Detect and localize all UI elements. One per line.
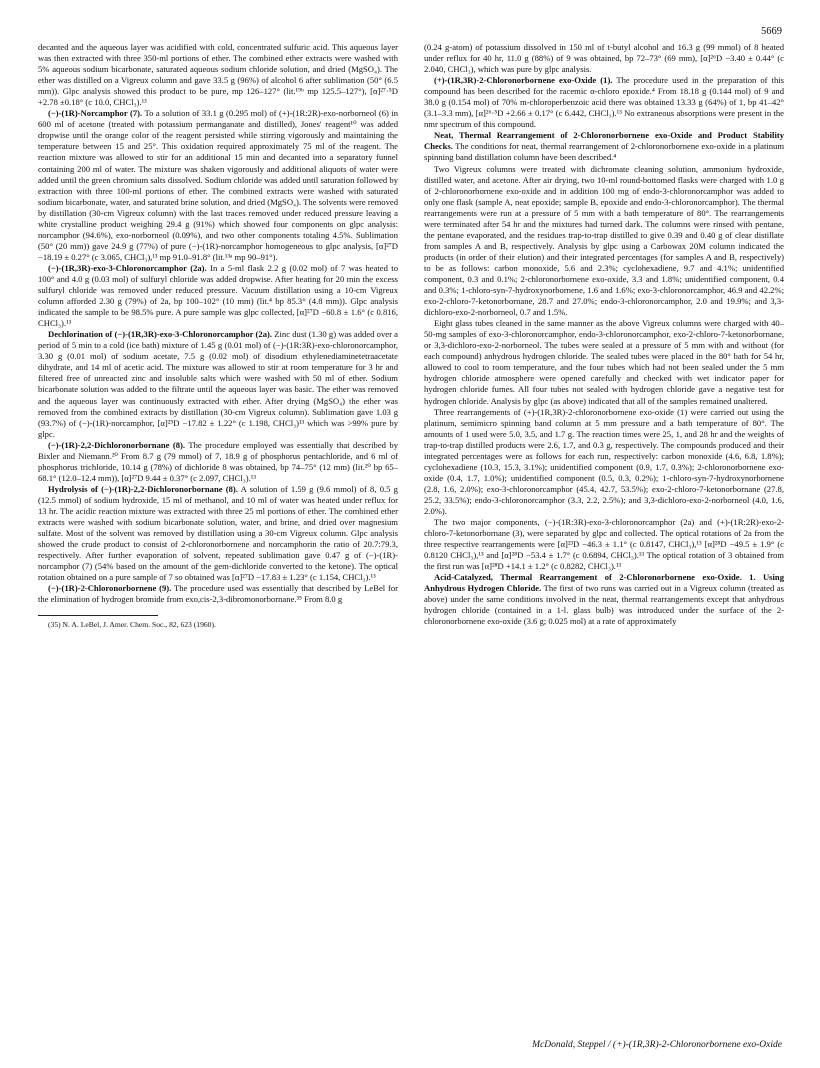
left-paragraph bbox=[38, 42, 398, 108]
section-heading: Hydrolysis of (−)-(1R)-2,2-Dichloronorbornane (8). bbox=[48, 483, 238, 494]
paragraph-text: To a solution of 33.1 g (0.295 mol) of (+)-(1R:2R)-exo-norborneol (6) in 600 ml of acetone (treated with potassium permanganate and distilled), Jones' reagent¹⁰ was added dropwise until the orange color of the reagent persisted while stirring vigorously and maintaining the temperature between 15 and 25°. This oxidation required approximately 75 ml of the reagent. The reaction mixture was allowed to stir for an additional 15 min and decanted into a separatory funnel containing 200 ml of water. The mixture was shaken vigorously and additional aliquots of water were added until the green chromium salts dissolved. Sodium chloride was added until saturation followed by extraction with three 100-ml portions of ether. The combined extracts were washed with saturated sodium bicarbonate, water, and saturated brine solution, and dried (MgSO₄). The solvents were removed by distillation (30-cm Vigreux column) with the last traces removed under reduced pressure leaving a white crystalline product weighing 29.4 g (91%) which showed four components on glpc analysis: norcamphor (94.6%), exo-norborneol (0.09%), and two other components totaling 4.5%. Sublimation (50° (20 mm)) gave 24.9 g (77%) of pure (−)-(1R)-norcamphor homogeneous to glpc analysis, [α]²⁷D −18.19 ± 0.27° (c 3.065, CHCl₃),¹³ mp 91.0–91.8° (lit.¹³ᵃ mp 90–91°). bbox=[38, 108, 398, 262]
section-heading: Neat, Thermal Rearrangement of 2-Chloronorbornene exo-Oxide and Product Stability Checks. bbox=[424, 130, 784, 152]
paragraph-text: (0.24 g-atom) of potassium dissolved in 150 ml of t-butyl alcohol and 16.3 g (99 mmol) of 8 heated under reflux for 40 hr, 11.0 g (88%) of 9 was obtained, bp 72–73° (69 mm), [α]²⁶D −3.40 ± 0.44° (c 2.040, CHCl₃), which was pure by glpc analysis. bbox=[424, 42, 784, 75]
right-paragraph bbox=[424, 517, 784, 572]
right-paragraph bbox=[424, 407, 784, 517]
paragraph-text: Three rearrangements of (+)-(1R,3R)-2-chloronorbornene exo-oxide (1) were carried out using the platinum, semimicro spinning band column at 5 mm pressure and a bath temperature of 80°. The amounts of 1 used were 5.0, 3.5, and 1.7 g. The reaction times were 25, 1, and 28 hr and the weights of trap-to-trap distilled products were 2.6, 1.7, and 0.3 g, respectively. The compounds produced and their integrated percentages were as follows for each run, respectively: carbon monoxide (4.6, 6.8, 1.8%); cyclohexadiene (10.3, 15.3, 3.1%); unidentified component (0.9, 1.7, 0.3%); 2-chloronorbornene exo-oxide (0.4, 1.7, 1.0%); unidentified component (0.5, 0.3, 0.2%); 1-chloro-syn-7-hydroxynorbornene (2.8, 1.6, 2.0%); exo-3-chloronorcamphor (45.4, 42.7, 53.5%); exo-2-chloro-7-ketonorbornane (27.8, 25.2, 33.5%); endo-3-chloronorcamphor (3.3, 2.2, 2.5%); and 3,3-dichloro-exo-2-norborneol (4.0, 1.6, 2.0%). bbox=[424, 406, 784, 516]
left-paragraph bbox=[38, 583, 398, 605]
paragraph-text: The procedure used in the preparation of this compound has been described for the racemic α-chloro epoxide.⁴ From 18.18 g (0.144 mol) of 9 and 38.0 g (0.154 mol) of 70% m-chloroperbenzoic acid there was obtained 13.33 g (64%) of 1, bp 41–42° (3.1–3.3 mm), [α]²⁶·⁵D +2.66 ± 0.17° (c 6.442, CHCl₃).¹³ No extraneous absorptions were present in the nmr spectrum of this compound. bbox=[424, 75, 784, 130]
paragraph-text: The two major components, (−)-(1R:3R)-exo-3-chloronorcamphor (2a) and (+)-(1R:2R)-exo-2-chloro-7-ketonorbornane (3), were separated by glpc and collected. The optical rotations of 2a from the three respective rearrangements were [α]²³D −46.3 ± 1.1° (c 0.8147, CHCl₃),¹³ [α]²⁸D −49.5 ± 1.9° (c 0.8120 CHCl₃),¹³ and [α]²⁸D −53.4 ± 1.7° (c 0.6894, CHCl₃).¹³ The optical rotation of 3 obtained from the first run was [α]²⁸D +14.1 ± 1.2° (c 0.8282, CHCl₃).¹³ bbox=[424, 517, 784, 572]
paragraph-text: The procedure employed was essentially that described by Bixler and Niemann.²⁰ From 8.7 g (79 mmol) of 7, 18.9 g of phosphorus pentachloride, and 6 ml of phosphorus trichloride, 10.14 g (78%) of dichloride 8 was obtained, bp 74–75° (12 mm) (lit.²⁰ bp 65–68.1° (12.0–12.4 mm)), [α]²⁷D 9.44 ± 0.37° (c 2.097, CHCl₃).¹³ bbox=[38, 439, 398, 483]
right-paragraph bbox=[424, 572, 784, 627]
right-paragraph bbox=[424, 42, 784, 75]
paragraph-text: decanted and the aqueous layer was acidified with cold, concentrated sulfuric acid. This aqueous layer was then extracted with three 350-ml portions of ether. The combined ether extracts were washed with 5% aqueous sodium bicarbonate, saturated aqueous sodium chloride solution, and dried (MgSO₄). The ether was distilled on a Vigreux column and gave 33.5 g (96%) of alcohol 6 after sublimation (50° (6.5 mm)). Glpc analysis showed this product to be pure, mp 126–127° (lit.¹⁹ᵇ mp 125.5–127°), [α]²⁷·⁵D +2.78 ±0.18° (c 10.0, CHCl₃).¹³ bbox=[38, 42, 398, 108]
left-paragraph bbox=[38, 484, 398, 583]
paragraph-text: Two Vigreux columns were treated with dichromate cleaning solution, ammonium hydroxide, distilled water, and acetone. After air drying, two 10-ml round-bottomed flasks were charged with 1.0 g of 2-chloronorbornene exo-oxide and in addition 100 mg of endo-3-chloronorcamphor was added to only one flask (sample A, neat epoxide; sample B, epoxide and endo-3-chloronorcamphor). The thermal rearrangements were run at a pressure of 5 mm with a bath temperature of 80°. The rearrangements were terminated after 54 hr and the mixtures had turned dark. The columns were rinsed with pentane, the pentane evaporated, and the residues trap-to-trap distilled to give 0.39 and 0.40 g of clear distillate from samples A and B, respectively. Analysis by glpc using a Carbowax 20M column indicated the products (in order of their elution) and their integrated percentages (for samples A and B, respectively) to be as follows: carbon monoxide, 5.6 and 2.3%; cyclohexadiene, 9.7 and 4.1%; unidentified component, 0.3 and 0.1%; 2-chloronorbornene exo-oxide, 3.3 and 1.8%; unidentified component, 0.4 and 0.3%; 1-chloro-syn-7-hydroxynorbornene, 1.6 and 1.6%; exo-3-chloronorcamphor, 46.9 and 42.2%; exo-2-chloro-7-ketonorbornane, 28.7 and 27.0%; endo-3-chloronorcamphor, 2.0 and 19.9%; and 3,3-dichloro-exo-2-norborneol, 0.7 and 1.5%. bbox=[424, 163, 784, 318]
footnote: (35) N. A. LeBel, J. Amer. Chem. Soc., 82, 623 (1960). bbox=[48, 620, 216, 630]
section-heading: (−)-(1R)-2-Chloronorbornene (9). bbox=[48, 583, 172, 594]
right-paragraph bbox=[424, 164, 784, 319]
paragraph-text: The procedure used was essentially that described by LeBel for the elimination of hydrogen bromide from exo,cis-2,3-dibromonorbornane.³⁵ From 8.0 g bbox=[38, 583, 398, 605]
left-paragraph bbox=[38, 329, 398, 439]
paragraph-text: The conditions for neat, thermal rearrangement of 2-chloronorbornene exo-oxide in a platinum spinning band distillation column have been described.⁴ bbox=[424, 141, 784, 163]
right-paragraph bbox=[424, 75, 784, 130]
section-heading: (−)-(1R)-Norcamphor (7). bbox=[48, 108, 143, 119]
left-paragraph bbox=[38, 263, 398, 329]
right-paragraph bbox=[424, 130, 784, 163]
footnote-divider bbox=[38, 615, 158, 616]
page-number: 5669 bbox=[761, 26, 782, 37]
left-column bbox=[38, 42, 398, 1002]
paragraph-text: In a 5-ml flask 2.2 g (0.02 mol) of 7 was heated to 100° and 4.0 g (0.03 mol) of sulfuryl chloride was added dropwise. After heating for 20 min the excess sulfuryl chloride was removed under reduced pressure. Vacuum distillation using a 10-cm Vigreux column afforded 2.30 g (79%) of 2a, bp 100–102° (10 mm) (lit.⁴ bp 85.3° (4.8 mm)). Glpc analysis indicated the sample to be 98.5% pure. A pure sample was glpc collected, [α]²⁷D −60.8 ± 1.6° (c 0.816, CHCl₃).¹³ bbox=[38, 262, 398, 329]
left-paragraph bbox=[38, 440, 398, 484]
right-paragraph bbox=[424, 318, 784, 406]
section-heading: Acid-Catalyzed, Thermal Rearrangement of 2-Chloronorbornene exo-Oxide. 1. Using Anhydrous Hydrogen Chloride. bbox=[424, 572, 784, 594]
section-heading: (+)-(1R,3R)-2-Chloronorbornene exo-Oxide (1). bbox=[434, 75, 613, 86]
paragraph-text: A solution of 1.59 g (9.6 mmol) of 8, 0.5 g (12.5 mmol) of sodium hydroxide, 15 ml of methanol, and 10 ml of water was heated under reflux for 13 hr. The acidic reaction mixture was extracted with three 25 ml portions of ether. The combined ether extracts were washed with sodium bicarbonate solution, water, and brine, and dried over magnesium sulfate. Most of the solvent was removed by distillation using a 30-cm Vigreux column. Glpc analysis showed the crude product to consist of 2-chloronorbornene and norcamphorin the ratio of 20.7:79.3, respectively. After further evaporation of solvent, repeated sublimation gave 0.47 g of (−)-(1R)-norcamphor (7) (54% based on the amount of the gem-dichloride converted to the ketone). The optical rotation obtained on a pure sample of 7 so obtained was [α]²⁷D −17.83 ± 1.23° (c 1.154, CHCl₃).¹³ bbox=[38, 483, 398, 583]
section-heading: Dechlorination of (−)-(1R,3R)-exo-3-Chloronorcamphor (2a). bbox=[48, 329, 273, 340]
section-heading: (−)-(1R)-2,2-Dichloronorbornane (8). bbox=[48, 439, 186, 450]
running-footer: McDonald, Steppel / (+)-(1R,3R)-2-Chloronorbornene exo-Oxide bbox=[532, 1040, 782, 1050]
section-heading: (−)-(1R,3R)-exo-3-Chloronorcamphor (2a). bbox=[48, 262, 207, 273]
right-column bbox=[424, 42, 784, 1002]
paragraph-text: Zinc dust (1.30 g) was added over a period of 5 min to a cold (ice bath) mixture of 1.45 g (0.01 mol) of (−)-(1R:3R)-exo-chloronorcamphor, 3.30 g (0.01 mol) of sodium acetate, 7.5 g (0.02 mol) of disodium ethylenediaminetetraacetate dihydrate, and 14 ml of acetic acid. The mixture was allowed to stir at room temperature for 3 hr and filtered free of unreacted zinc and insoluble salts which were washed with 50 ml of ether. Sodium bicarbonate solution was added to the filtrate until the aqueous layer was basic. The ether was removed and the aqueous layer was continuously extracted with ether. After drying (MgSO₄) the ether was removed from the combined extracts by distillation (30-cm Vigreux column). Sublimation gave 1.03 g (93.7%) of (−)-(1R)-norcamphor, [α]²⁵D −17.82 ± 1.22° (c 1.198, CHCl₃)¹³ which was >99% pure by glpc. bbox=[38, 329, 398, 439]
two-column-body bbox=[38, 42, 784, 1002]
left-paragraph bbox=[38, 108, 398, 263]
paragraph-text: Eight glass tubes cleaned in the same manner as the above Vigreux columns were charged with 40–50-mg samples of exo-3-chloronorcamphor, endo-3-chloronorcamphor, exo-2-chloro-7-ketonorbornane, or 3,3-dichloro-exo-2-norborneol. The tubes were sealed at a pressure of 5 mm with and without (for each compound) anhydrous hydrogen chloride. The sealed tubes were placed in the 80° bath for 54 hr, allowed to cool to room temperature, and the four tubes which had not been sealed under the 5 mm hydrogen chloride atmosphere were opened carefully and checked with wet indicator paper for hydrogen chloride fumes. All four tubes not sealed with hydrogen chloride gave a negative test for hydrogen chloride. Analysis by glpc (as above) indicated that all of the samples remained unaltered. bbox=[424, 318, 784, 406]
paragraph-text: The first of two runs was carried out in a Vigreux column (treated as above) under the same conditions involved in the neat, thermal rearrangements except that anhydrous hydrogen chloride (contained in a 1-l. glass bulb) was introduced under the surface of the 2-chloronorbornene exo-oxide (3.6 g; 0.025 mol) at a rate of approximately bbox=[424, 583, 784, 627]
